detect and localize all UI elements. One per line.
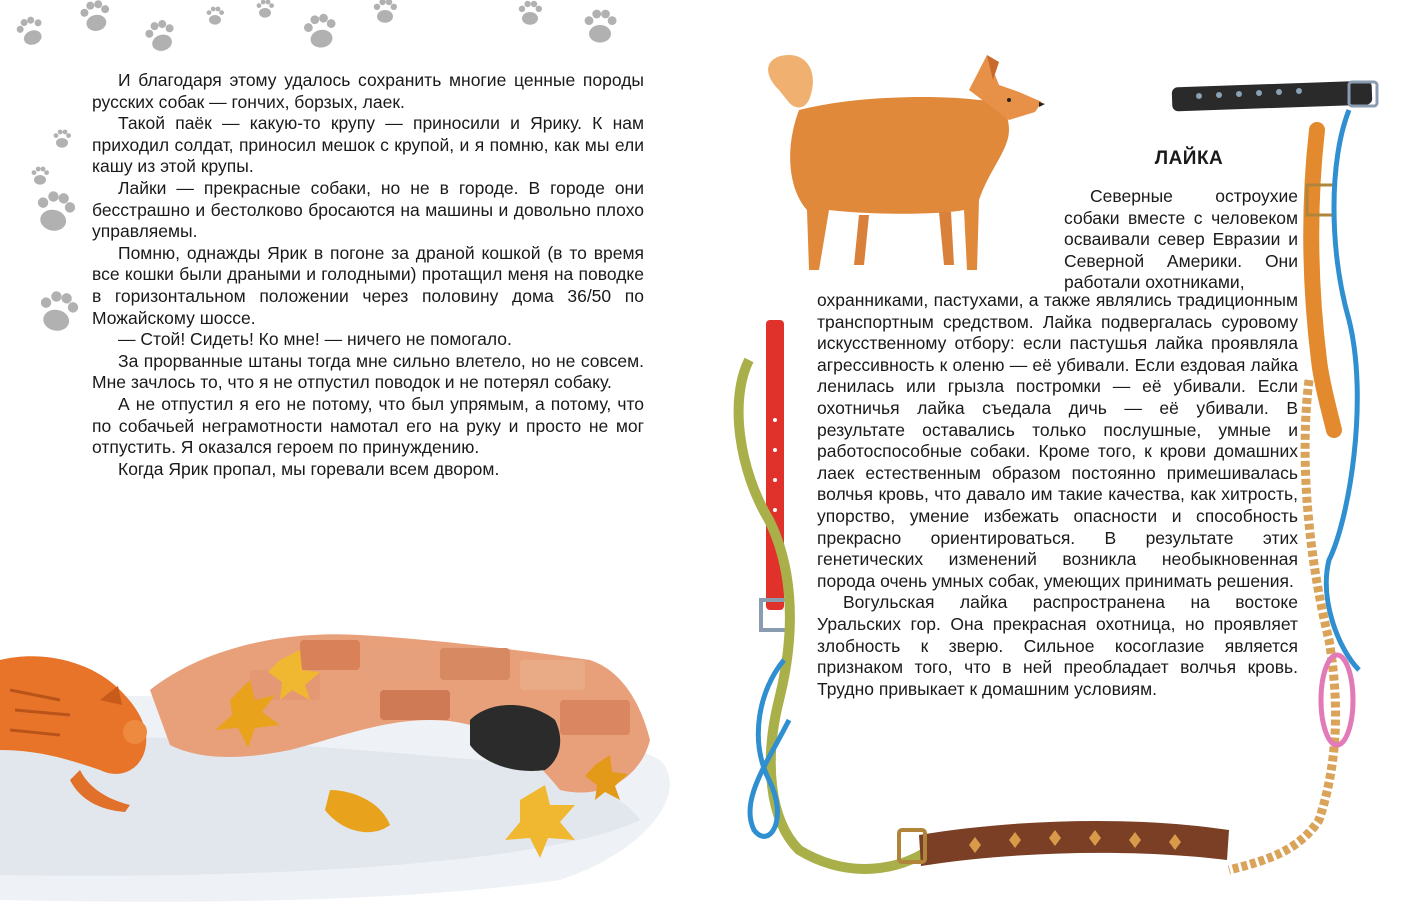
- paragraph: Лайки — прекрасные собаки, но не в городе. В городе они бесстрашно и бестолково бросаются на машины и довольно плохо управляемы.: [92, 177, 644, 242]
- paragraph: Вогульская лайка распространена на востоке Уральских гор. Она прекрасная охотница, но проявляет злобность к зверю. Сильное косоглазие является признаком того, что в ней преобладает волчья кровь. Трудно привыкает к домашним условиям.: [817, 592, 1298, 699]
- paw-print-icon: [207, 7, 224, 25]
- paw-print-icon: [374, 0, 397, 23]
- paw-print-icon: [143, 18, 179, 54]
- paragraph: И благодаря этому удалось сохранить многие ценные породы русских собак — гончих, борзых, лаек.: [92, 70, 644, 112]
- paragraph: А не отпустил я его не потому, что был упрямым, а потому, что по собачьей неграмотности намотал его на руку и просто не мог отпустить. Я оказался героем по принуждению.: [92, 393, 644, 458]
- paragraph: За прорванные штаны тогда мне сильно влетело, но не совсем. Мне зачлось то, что я не отпустил поводок и не потерял собаку.: [92, 350, 644, 393]
- article-intro: [1064, 186, 1298, 294]
- paragraph: Когда Ярик пропал, мы горевали всем двором.: [118, 458, 500, 479]
- black-studded-collar: [1172, 81, 1377, 112]
- paragraph: Такой паёк — какую-то крупу — приносили и Ярику. К нам приходил солдат, приносил мешок с крупой, и я помню, как мы ели кашу из этой крупы.: [92, 113, 644, 177]
- paw-print-icon: [32, 167, 49, 185]
- paragraph: охранниками, пастухами, а также являлись традиционным транспортным средством. Лайка подвергалась суровому искусственному отбору: если пастушья лайка проявляла агрессивность к оленю — её убивали. Если ездовая лайка ленилась или грызла постромки — её убивали. Если охотничья лайка съедала дичь — её убивали. В результате оставались только послушные, умные и работоспособные собаки. Кроме того, к крови домашних лаек естественным образом постоянно примешивалась волчья кровь, что давало им такие качества, как хитрость, упорство, умение избежать опасности и способность прекрасно ориентироваться. В результате этих генетических изменений возникла необыкновенная порода очень умных собак, умеющих принимать решения.: [817, 290, 1298, 591]
- paw-print-icon: [519, 1, 542, 25]
- paw-print-icon: [36, 289, 80, 334]
- paw-print-icon: [33, 189, 77, 234]
- right-page: [709, 0, 1418, 919]
- article-body: [817, 290, 1298, 700]
- paw-print-icon: [302, 12, 339, 50]
- brown-studded-collar: [899, 821, 1229, 866]
- paragraph: — Стой! Сидеть! Ко мне! — ничего не помогало.: [118, 329, 512, 350]
- paw-print-icon: [79, 0, 113, 33]
- paragraph: Северные остроухие собаки вместе с человеком осваивали север Евразии и Северной Америки. Они работали охотниками,: [1064, 186, 1298, 293]
- paw-print-icon: [54, 130, 71, 148]
- left-page-text: [92, 70, 644, 480]
- article-heading: ЛАЙКА: [1154, 148, 1224, 169]
- paw-print-icon: [585, 10, 617, 43]
- orange-collar: [1311, 130, 1334, 430]
- paw-print-icon: [257, 0, 274, 18]
- laika-dog-illustration: [768, 55, 1045, 270]
- paw-print-icon: [14, 14, 48, 49]
- paragraph: Помню, однажды Ярик в погоне за драной кошкой (в то время все кошки были драными и голодными) протащил меня на поводке в горизонтальном положении через половину дома 36/50 по Можайскому шоссе.: [92, 242, 644, 328]
